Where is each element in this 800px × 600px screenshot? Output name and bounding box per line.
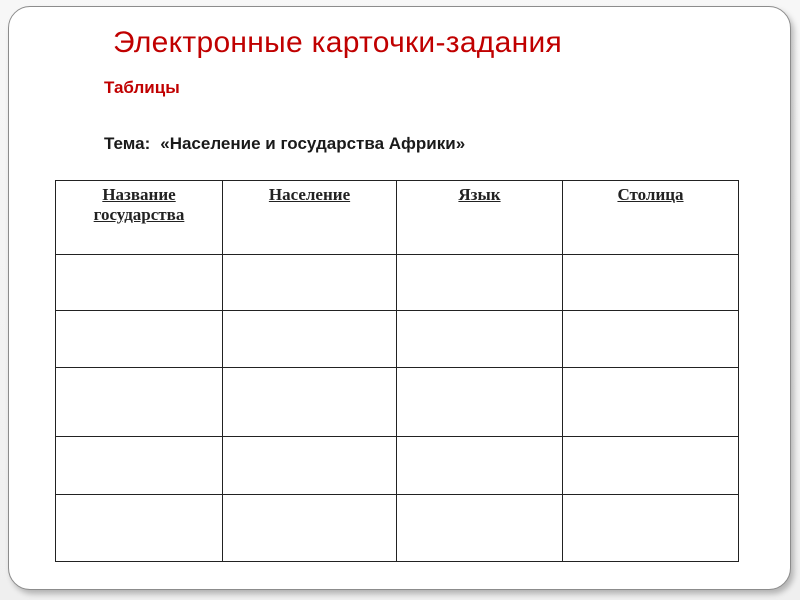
header-capital: Столица xyxy=(563,181,739,255)
table-cell[interactable] xyxy=(223,255,397,311)
topic-text: «Население и государства Африки» xyxy=(160,134,466,153)
table-cell[interactable] xyxy=(563,495,739,562)
table-cell[interactable] xyxy=(223,311,397,368)
topic-label: Тема: xyxy=(104,134,151,153)
table-row xyxy=(56,495,739,562)
table-cell[interactable] xyxy=(56,311,223,368)
table-row xyxy=(56,255,739,311)
table-cell[interactable] xyxy=(223,437,397,495)
table-row xyxy=(56,368,739,437)
header-population: Население xyxy=(223,181,397,255)
header-country-name: Название государства xyxy=(56,181,223,255)
header-language: Язык xyxy=(397,181,563,255)
table-cell[interactable] xyxy=(397,437,563,495)
slide-subtitle: Таблицы xyxy=(104,78,180,97)
table-cell[interactable] xyxy=(56,255,223,311)
table-cell[interactable] xyxy=(223,368,397,437)
slide-title: Электронные карточки-задания xyxy=(113,26,563,59)
table-cell[interactable] xyxy=(563,437,739,495)
table-cell[interactable] xyxy=(563,255,739,311)
worksheet-table xyxy=(55,180,739,562)
table-cell[interactable] xyxy=(56,495,223,562)
table-cell[interactable] xyxy=(397,495,563,562)
table-cell[interactable] xyxy=(56,437,223,495)
topic-line xyxy=(104,134,465,154)
table-cell[interactable] xyxy=(563,368,739,437)
table-cell[interactable] xyxy=(223,495,397,562)
table-cell[interactable] xyxy=(56,368,223,437)
table-cell[interactable] xyxy=(397,255,563,311)
table-row xyxy=(56,437,739,495)
table-cell[interactable] xyxy=(397,368,563,437)
table-header-row xyxy=(56,181,739,255)
table-cell[interactable] xyxy=(563,311,739,368)
table-cell[interactable] xyxy=(397,311,563,368)
table-row xyxy=(56,311,739,368)
